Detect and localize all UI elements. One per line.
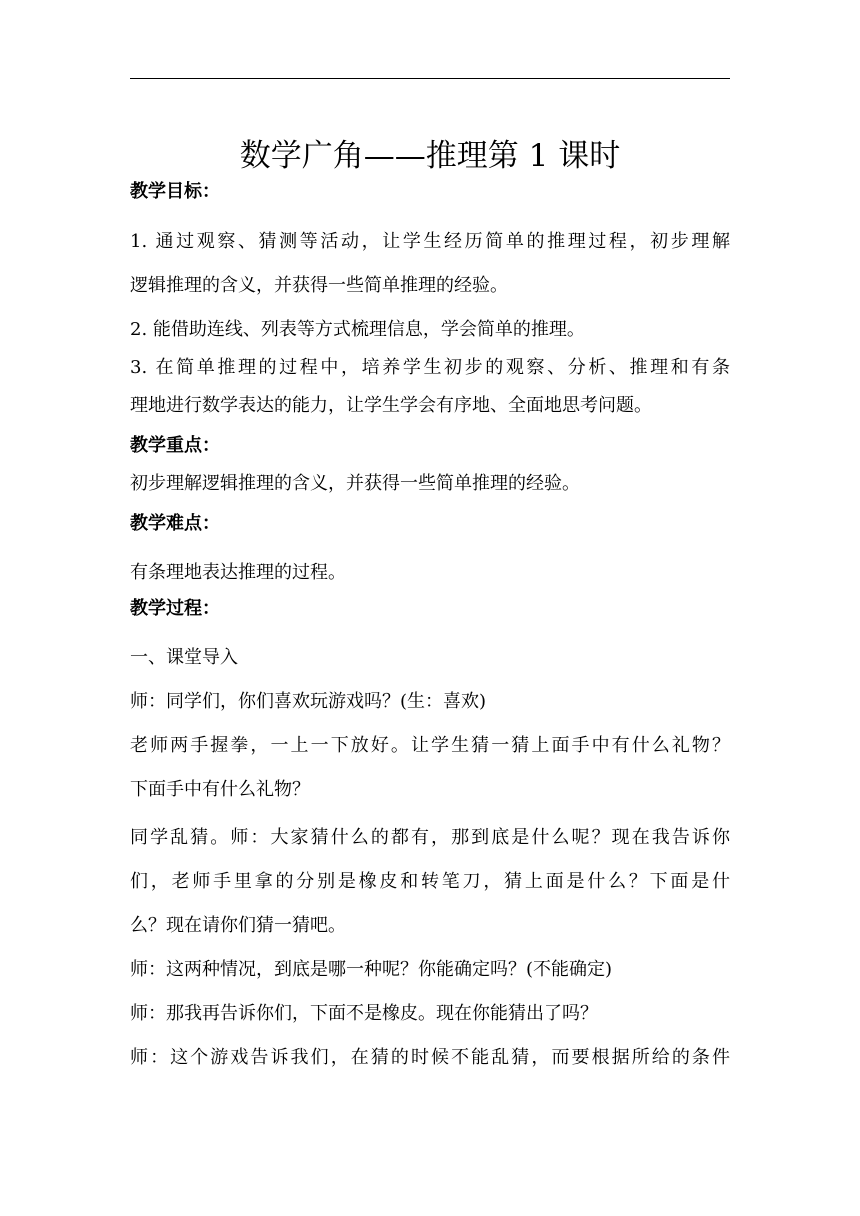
goal-3-line-2: 理地进行数学表达的能力，让学生学会有序地、全面地思考问题。: [130, 395, 652, 416]
difficulty-text: 有条理地表达推理的过程。: [130, 562, 346, 583]
goals-heading: 教学目标：: [130, 181, 220, 202]
process-paragraph: 师：这两种情况，到底是哪一种呢？你能确定吗？(不能确定): [130, 959, 613, 980]
goal-1-line-2: 逻辑推理的含义，并获得一些简单推理的经验。: [130, 275, 508, 296]
process-paragraph: 么？现在请你们猜一猜吧。: [130, 915, 346, 936]
document-title: 数学广角——推理第 1 课时: [239, 138, 621, 174]
process-paragraph: 老师两手握拳，一上一下放好。让学生猜一猜上面手中有什么礼物？: [130, 735, 730, 756]
process-paragraph: 同学乱猜。师：大家猜什么的都有，那到底是什么呢？现在我告诉你: [130, 827, 730, 848]
goal-2: 2. 能借助连线、列表等方式梳理信息，学会简单的推理。: [130, 319, 585, 340]
goal-1-line-1: 1. 通过观察、猜测等活动，让学生经历简单的推理过程，初步理解: [130, 231, 730, 252]
key-point-text: 初步理解逻辑推理的含义，并获得一些简单推理的经验。: [130, 473, 580, 494]
process-paragraph: 们，老师手里拿的分别是橡皮和转笔刀，猜上面是什么？下面是什: [130, 871, 730, 892]
header-rule: [130, 78, 730, 79]
key-point-heading: 教学重点：: [130, 435, 220, 456]
process-heading: 教学过程：: [130, 598, 220, 619]
process-paragraph: 师：那我再告诉你们，下面不是橡皮。现在你能猜出了吗？: [130, 1003, 598, 1024]
goal-3-line-1: 3. 在简单推理的过程中，培养学生初步的观察、分析、推理和有条: [130, 357, 730, 378]
process-paragraph: 下面手中有什么礼物？: [130, 779, 310, 800]
process-paragraph: 师：这个游戏告诉我们，在猜的时候不能乱猜，而要根据所给的条件: [130, 1047, 730, 1068]
process-paragraph: 师：同学们，你们喜欢玩游戏吗？(生：喜欢): [130, 691, 487, 712]
process-subheading: 一、课堂导入: [130, 647, 238, 668]
difficulty-heading: 教学难点：: [130, 513, 220, 534]
